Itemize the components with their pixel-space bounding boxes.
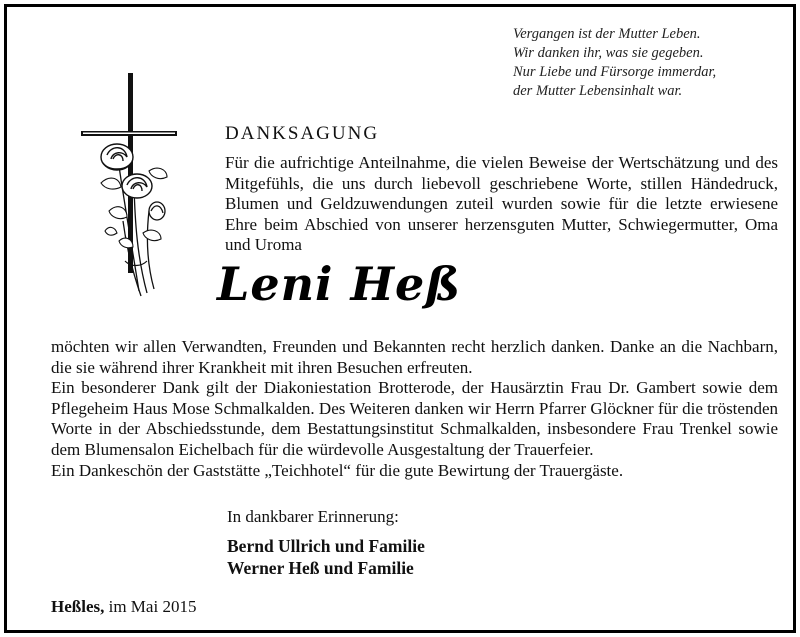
- place: Heßles,: [51, 597, 105, 616]
- obituary-notice: [4, 4, 796, 633]
- intro-text: Für die aufrichtige Anteilnahme, die vielen Beweise der Wertschätzung und des Mitgefühls, die uns durch liebevoll geschriebene Worte, stillen Händedruck, Blumen und Geldzuwendungen zuteil wurden sowie für die letzte erwiesene Ehre beim Abschied von unserer herzensguten Mutter, Schwiegermutter, Oma und Uroma: [225, 153, 778, 254]
- signers: [227, 535, 425, 579]
- poem-line: Vergangen ist der Mutter Leben.: [513, 26, 701, 42]
- thanks-body: [51, 337, 778, 481]
- place-date: [51, 597, 196, 617]
- deceased-name: Leni Heß: [217, 257, 462, 311]
- heading: DANKSAGUNG: [225, 123, 380, 144]
- poem-line: Wir danken ihr, was sie gegeben.: [513, 45, 704, 61]
- paragraph: Ein besonderer Dank gilt der Diakoniestation Brotterode, der Hausärztin Frau Dr. Gambert sowie dem Pflegeheim Haus Mose Schmalkalden. Des Weiteren danken wir Herrn Pfarrer Glöckner für die tröstenden Worte in der Abschiedsstunde, dem Bestattungsinstitut Schmalkalden, insbesondere Frau Trenkel sowie dem Blumensalon Eichelbach für die würdevolle Ausgestaltung der Trauerfeier.: [51, 378, 778, 459]
- memorial-poem: [513, 25, 763, 101]
- date: im Mai 2015: [108, 597, 197, 616]
- paragraph: möchten wir allen Verwandten, Freunden und Bekannten recht herzlich danken. Danke an die Nachbarn, die sie während ihrer Krankheit mit ihren Besuchen erfreuten.: [51, 337, 778, 377]
- signer: Werner Heß und Familie: [227, 558, 414, 578]
- paragraph: Ein Dankeschön der Gaststätte „Teichhotel“ für die gute Bewirtung der Trauergäste.: [51, 460, 624, 480]
- closing-line: In dankbarer Erinnerung:: [227, 507, 399, 526]
- cross-with-roses-icon: [79, 71, 179, 301]
- signer: Bernd Ullrich und Familie: [227, 536, 425, 556]
- poem-line: Nur Liebe und Fürsorge immerdar,: [513, 64, 717, 80]
- poem-line: der Mutter Lebensinhalt war.: [513, 83, 683, 99]
